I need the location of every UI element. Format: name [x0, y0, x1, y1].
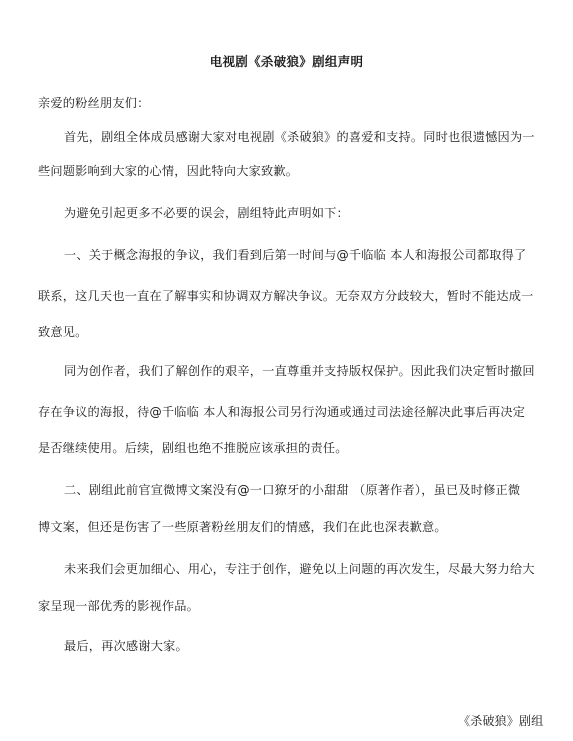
paragraph-line: 存在争议的海报，待@千临临 本人和海报公司另行沟通或通过司法途径解决此事后再决定	[38, 405, 526, 419]
paragraph-line: 未来我们会更加细心、用心，专注于创作，避免以上问题的再次发生，尽最大努力给大	[64, 562, 535, 576]
paragraph-line: 二、剧组此前官宣微博文案没有@一口獠牙的小甜甜 （原著作者），虽已及时修正微	[64, 483, 521, 497]
paragraph-line: 首先，剧组全体成员感谢大家对电视剧《杀破狼》的喜爱和支持。同时也很遗憾因为一	[64, 130, 535, 144]
paragraph-line: 致意见。	[38, 325, 88, 339]
signature: 《杀破狼》剧组	[458, 714, 544, 728]
paragraph-line: 联系，这几天也一直在了解事实和协调双方解决争议。无奈双方分歧较大，暂时不能达成一	[38, 289, 534, 303]
paragraph-line: 同为创作者，我们了解创作的艰辛，一直尊重并支持版权保护。因此我们决定暂时撤回	[64, 364, 535, 378]
paragraph-line: 些问题影响到大家的心情，因此特向大家致歉。	[38, 164, 299, 178]
document-title: 电视剧《杀破狼》剧组声明	[209, 54, 364, 69]
paragraph-line: 博文案，但还是伤害了一些原著粉丝朋友们的情感，我们在此也深表歉意。	[38, 520, 447, 534]
greeting: 亲爱的粉丝朋友们：	[38, 96, 150, 110]
paragraph-line: 是否继续使用。后续，剧组也绝不推脱应该承担的责任。	[38, 441, 348, 455]
paragraph-line: 最后，再次感谢大家。	[64, 639, 188, 653]
paragraph-line: 家呈现一部优秀的影视作品。	[38, 599, 200, 613]
paragraph-line: 为避免引起更多不必要的误会，剧组特此声明如下：	[64, 206, 349, 220]
paragraph-line: 一、关于概念海报的争议，我们看到后第一时间与@千临临 本人和海报公司都取得了	[64, 248, 527, 262]
